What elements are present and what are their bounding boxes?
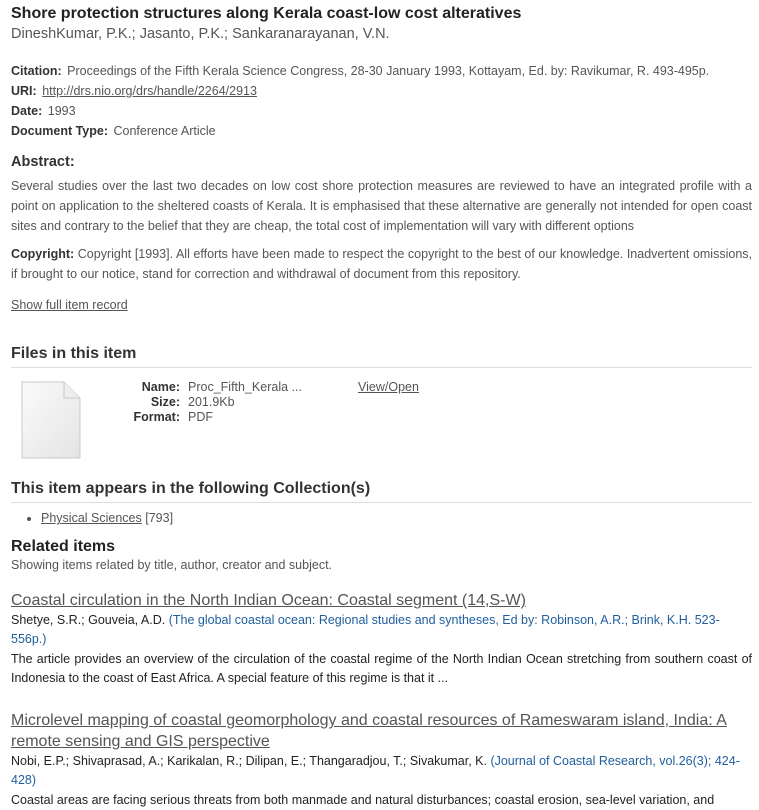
related-subheading: Showing items related by title, author, creator and subject. (11, 558, 333, 573)
doctype-field (11, 122, 752, 140)
file-name-row (128, 380, 358, 395)
item-authors: DineshKumar, P.K.; Jasanto, P.K.; Sankaranarayanan, V.N. (11, 26, 390, 42)
item-title: Shore protection structures along Kerala coast-low cost alteratives (11, 5, 522, 22)
abstract-text: Several studies over the last two decades on low cost shore protection measures are reviewed to have an integrated profile with a point on application to the sheltered coasts of Kerala. It is emphasised that these alternative are generally not intended for open coast sites and contrary to the belief that they are cheap, the total cost of implementation will vary with different options (11, 179, 752, 233)
show-full-record-link[interactable]: Show full item record (11, 298, 128, 312)
file-format-row (128, 410, 358, 425)
citation-value: Proceedings of the Fifth Kerala Science Congress, 28-30 January 1993, Kottayam, Ed. by: Ravikumar, R. 493-495p. (67, 64, 710, 78)
collections-list (11, 509, 752, 527)
file-format-value: PDF (188, 410, 213, 425)
collection-item (41, 509, 752, 527)
citation-label: Citation: (11, 64, 62, 78)
related-item (11, 590, 752, 688)
file-size-row (128, 395, 358, 410)
collection-count: [793] (145, 511, 174, 526)
related-heading: Related items (11, 538, 116, 556)
related-item-source: (Journal of Coastal Research, vol.26(3); 424-428) (11, 754, 740, 788)
view-open-link[interactable]: View/Open (358, 380, 419, 395)
related-item-authors: Shetye, S.R.; Gouveia, A.D. (11, 613, 166, 628)
uri-field (11, 82, 752, 100)
file-metadata (128, 380, 358, 425)
related-item-title-link[interactable]: Coastal circulation in the North Indian Ocean: Coastal segment (14,S-W) (11, 592, 526, 610)
related-item-title-link[interactable]: Microlevel mapping of coastal geomorphology and coastal resources of Rameswaram island, India: A remote sensing and GIS perspective (11, 712, 727, 751)
file-size-label: Size: (150, 395, 180, 410)
date-value: 1993 (47, 104, 76, 118)
related-item-abstract: Coastal areas are facing serious threats from both manmade and natural disturbances; coastal erosion, sea-level variation, and (11, 793, 715, 808)
copyright-field (11, 244, 752, 284)
related-item-meta (11, 752, 752, 790)
related-item-meta (11, 611, 752, 649)
document-icon[interactable] (20, 380, 80, 458)
citation-field (11, 62, 752, 80)
copyright-label: Copyright: (11, 247, 75, 261)
file-size-value: 201.9Kb (188, 395, 235, 410)
file-row (11, 380, 752, 468)
related-item-source: (The global coastal ocean: Regional studies and syntheses, Ed by: Robinson, A.R.; Brink, K.H. 523-556p.) (11, 613, 720, 647)
copyright-text: Copyright [1993]. All efforts have been made to respect the copyright to the best of our knowledge. Inadvertent omissions, if brought to our notice, stand for correction and withdrawal of document from this repository. (11, 247, 752, 281)
uri-label: URI: (11, 84, 37, 98)
related-item-abstract: The article provides an overview of the circulation of the coastal regime of the North Indian Ocean stretching from southern coast of Indonesia to the coast of East Africa. A special feature of this regime is that it ... (11, 652, 752, 686)
file-name-value: Proc_Fifth_Kerala ... (188, 380, 302, 395)
files-heading: Files in this item (11, 343, 752, 368)
collections-heading: This item appears in the following Collection(s) (11, 478, 752, 503)
related-item (11, 710, 752, 810)
related-item-authors: Nobi, E.P.; Shivaprasad, A.; Karikalan, R.; Dilipan, E.; Thangaradjou, T.; Sivakumar, K. (11, 754, 487, 769)
uri-link[interactable]: http://drs.nio.org/drs/handle/2264/2913 (42, 84, 257, 98)
doctype-value: Conference Article (113, 124, 216, 138)
file-name-label: Name: (141, 380, 180, 395)
file-format-label: Format: (133, 410, 180, 425)
abstract-heading: Abstract: (11, 154, 75, 170)
date-label: Date: (11, 104, 43, 118)
doctype-label: Document Type: (11, 124, 108, 138)
collection-link-physical-sciences[interactable]: Physical Sciences (41, 511, 142, 526)
date-field (11, 102, 752, 120)
